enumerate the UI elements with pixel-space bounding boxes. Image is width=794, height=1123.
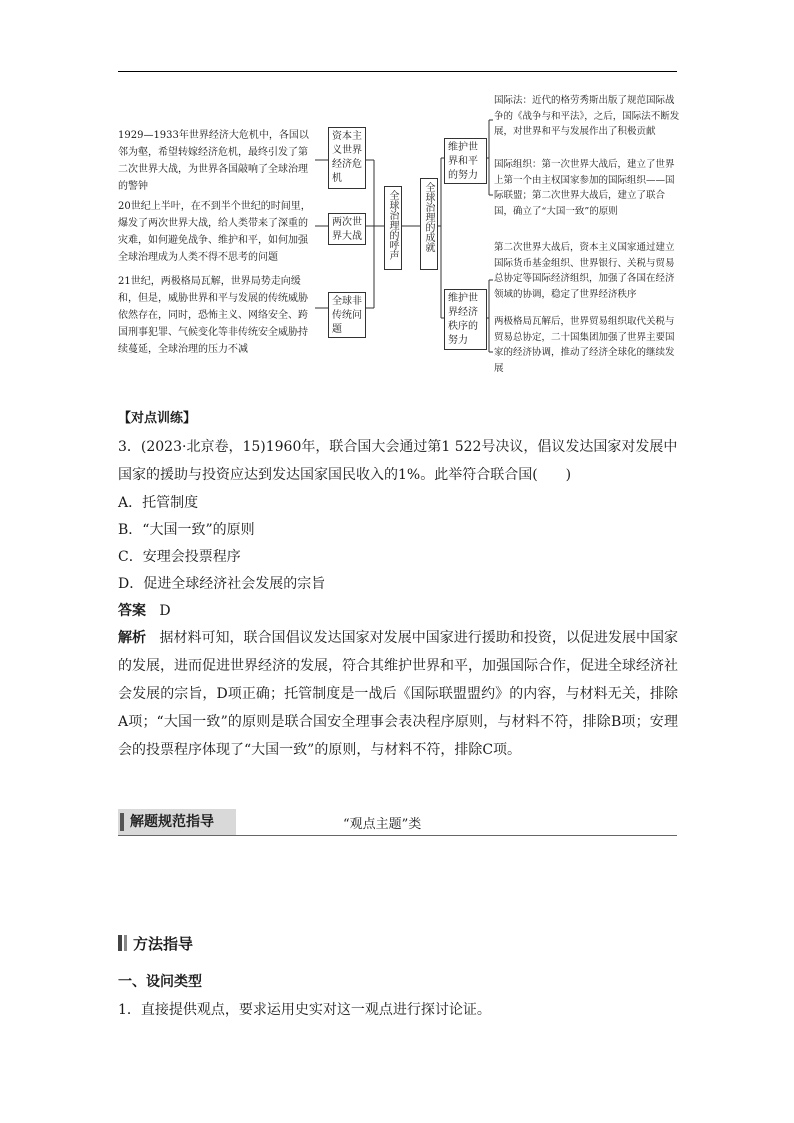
section-subtitle: “观点主题”类 [343, 817, 422, 832]
option-c: C．安理会投票程序 [118, 549, 241, 565]
analysis-block [118, 624, 678, 764]
right-note-post-bipolar: 两极格局瓦解后，世界贸易组织取代关税与贸易总协定，二十国集团加强了世界主要国家的经济协调，推动了经济全球化的继续发展 [494, 316, 675, 374]
right-note-international-organizations: 国际组织：第一次世界大战后，建立了世界上第一个由主权国家参加的国际组织——国际联盟；第二次世界大战后，建立了联合国，确立了“大国一致”的原则 [494, 159, 675, 217]
practice-heading: 【对点训练】 [118, 411, 197, 426]
left-note-economic-crisis: 1929—1933年世界经济大危机中，各国以邻为壑，希望转嫁经济危机，最终引发了第二次世界大战，为世界各国敲响了全球治理的警钟 [118, 130, 309, 192]
result-box-achievements: 全球治理的成就 [420, 178, 438, 270]
cause-box-world-wars: 两次世界大战 [328, 213, 366, 245]
effort-box-economic-order: 维护世界经济秩序的努力 [444, 289, 487, 350]
section-underline [118, 835, 677, 836]
effort-box-peace: 维护世界和平的努力 [444, 138, 487, 184]
heading-bar-icon-secondary [124, 935, 127, 951]
answer-label: 答案 [118, 603, 146, 619]
cause-box-nontraditional: 全球非传统问题 [328, 292, 366, 338]
left-note-nontraditional: 21世纪，两极格局瓦解，世界局势走向缓和，但是，威胁世界和平与发展的传统威胁依然存在，同时，恐怖主义、网络安全、跨国刑事犯罪、气候变化等非传统安全威胁持续蔓延，全球治理的压力不减 [118, 276, 308, 355]
left-note-world-wars: 20世纪上半叶，在不到半个世纪的时间里，爆发了两次世界大战，给人类带来了深重的灾难，如何避免战争、维护和平，如何加强全球治理成为人类不得不思考的问题 [118, 201, 311, 263]
analysis-label: 解析 [118, 630, 147, 646]
method-sub-heading: 一、设问类型 [118, 974, 202, 990]
option-b: B．“大国一致”的原则 [118, 522, 255, 538]
section-label: 解题规范指导 [118, 809, 236, 835]
method-heading [118, 933, 193, 954]
analysis-text: 据材料可知，联合国倡议发达国家对发展中国家进行援助和投资，以促进发展中国家的发展，进而促进世界经济的发展，符合其维护世界和平，加强国际合作，促进全球经济社会发展的宗旨，D项正确；托管制度是一战后《国际联盟盟约》的内容，与材料无关，排除A项；“大国一致”的原则是联合国安全理事会表决程序原则，与材料不符，排除B项；安理会的投票程序体现了“大国一致”的原则，与材料不符，排除C项。 [118, 630, 678, 758]
method-heading-text: 方法指导 [133, 935, 194, 953]
right-note-postwar-economic: 第二次世界大战后，资本主义国家通过建立国际货币基金组织、世界银行、关税与贸易总协定等国际经济组织，加强了各国在经济领域的协调，稳定了世界经济秩序 [494, 242, 675, 300]
center-box-call-for-governance: 全球治理的呼声 [384, 186, 402, 270]
question-text: 3．(2023·北京卷，15)1960年，联合国大会通过第1 522号决议，倡议发达国家对发展中国家的援助与投资应达到发达国家国民收入的1%。此举符合联合国( ) [118, 439, 678, 483]
method-item-1: 1．直接提供观点，要求运用史实对这一观点进行探讨论证。 [118, 1002, 491, 1018]
answer-value: D [159, 603, 171, 619]
option-d: D．促进全球经济社会发展的宗旨 [118, 576, 326, 592]
answer-line [118, 597, 678, 625]
section-bar [118, 809, 677, 835]
heading-bar-icon [118, 935, 122, 951]
option-a: A．托管制度 [118, 495, 199, 511]
right-note-international-law: 国际法：近代的格劳秀斯出版了规范国际战争的《战争与和平法》，之后，国际法不断发展，对世界和平与发展作出了积极贡献 [494, 95, 680, 137]
cause-box-economic-crisis: 资本主义世界经济危机 [328, 127, 366, 189]
